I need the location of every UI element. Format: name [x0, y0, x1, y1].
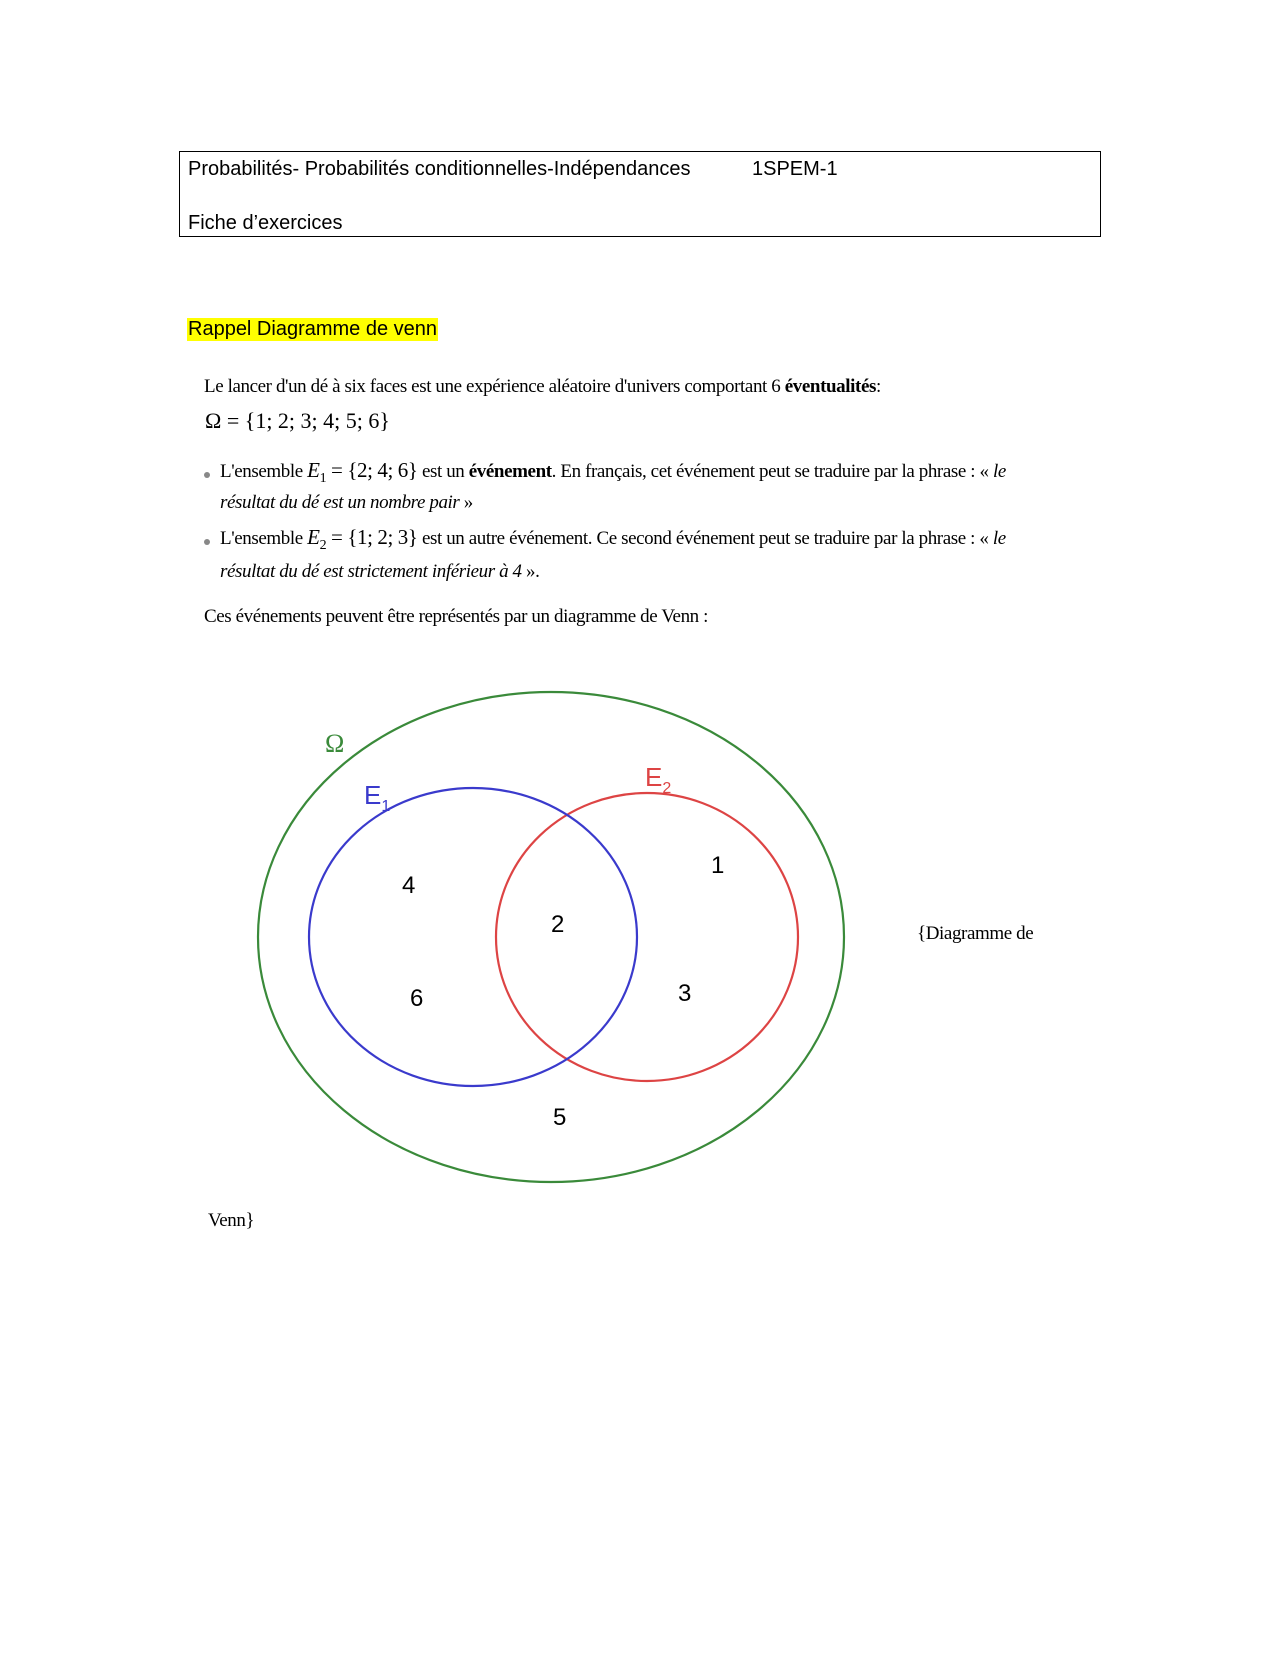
bullet-2-italic: le	[992, 528, 1006, 549]
region-intersection-2: 2	[551, 911, 565, 938]
document-title: Probabilités- Probabilités conditionnelles-Indépendances	[188, 158, 691, 180]
set-value: = {1; 2; 3}	[331, 525, 418, 549]
bullet-2-prefix: L'ensemble	[220, 528, 303, 549]
e2-circle	[496, 793, 798, 1081]
class-code: 1SPEM-1	[752, 158, 838, 180]
set-value: = {2; 4; 6}	[331, 458, 418, 482]
e2-label-index: 2	[662, 780, 672, 797]
bullet-2-italic-2: résultat du dé est strictement inférieur à 4	[220, 561, 522, 582]
bullet-1-bold: événement	[468, 461, 552, 482]
bullet-1-end: »	[459, 492, 473, 513]
intro-colon: :	[875, 376, 881, 397]
bullet-1-italic-2: résultat du dé est un nombre pair	[220, 492, 460, 513]
set-index: 1	[319, 471, 327, 487]
bullet-1-italic: le	[992, 461, 1006, 482]
e2-label-letter: E	[645, 762, 663, 792]
region-e2-only-3: 3	[678, 980, 692, 1007]
set-name: E	[307, 458, 320, 482]
document-subtitle: Fiche d’exercices	[188, 212, 343, 234]
intro-bold: éventualités	[784, 376, 876, 397]
venn-intro: Ces événements peuvent être représentés par un diagramme de Venn :	[204, 606, 708, 627]
e1-label-letter: E	[364, 780, 382, 810]
caption-bottom: Venn}	[208, 1210, 255, 1231]
omega-equation: Ω = {1; 2; 3; 4; 5; 6}	[205, 408, 390, 433]
e1-label-index: 1	[381, 798, 391, 815]
bullet-2-end: ».	[521, 561, 540, 582]
bullet-1-text-b: . En français, cet événement peut se traduire par la phrase : «	[551, 461, 993, 482]
e2-label	[645, 762, 671, 797]
region-outside-5: 5	[553, 1104, 567, 1131]
caption-right: {Diagramme de	[917, 923, 1034, 944]
bullet-1-text: est un	[421, 461, 469, 482]
region-e1-only-4: 4	[402, 872, 416, 899]
region-e1-only-6: 6	[410, 985, 424, 1012]
omega-label: Ω	[325, 729, 345, 758]
set-name: E	[307, 525, 320, 549]
section-title: Rappel Diagramme de venn	[188, 318, 438, 340]
e1-circle	[309, 788, 637, 1086]
bullet-1-prefix: L'ensemble	[220, 461, 303, 482]
e1-label	[364, 780, 390, 815]
set-index: 2	[319, 538, 327, 554]
bullet-2-text: est un autre événement. Ce second événement peut se traduire par la phrase : «	[421, 528, 993, 549]
region-e2-only-1: 1	[711, 852, 725, 879]
intro-text: Le lancer d'un dé à six faces est une expérience aléatoire d'univers comportant 6	[204, 376, 785, 397]
